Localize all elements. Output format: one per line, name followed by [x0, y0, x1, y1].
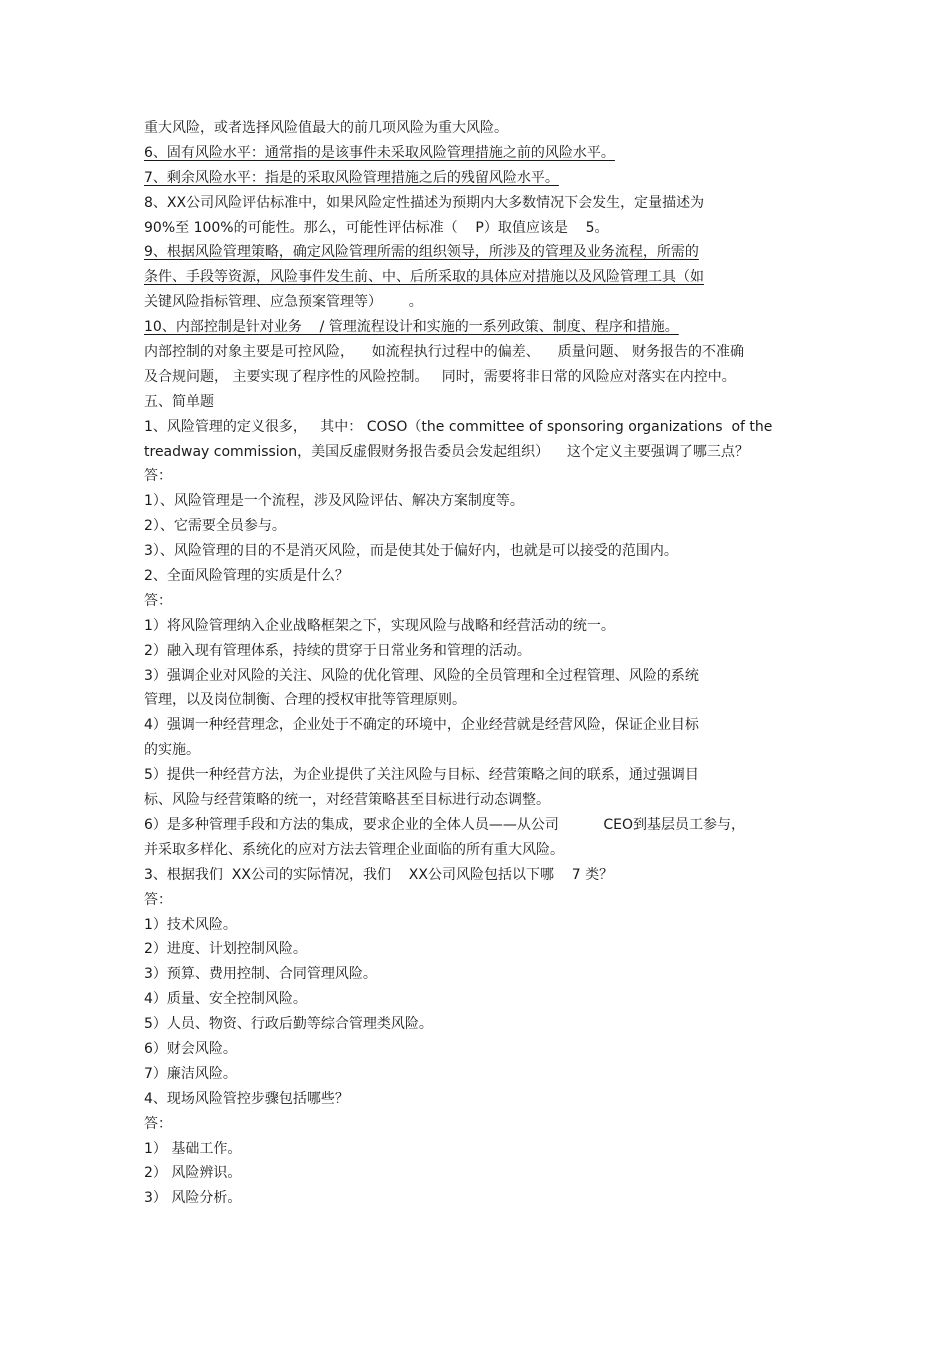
- text-line: 条件、手段等资源，风险事件发生前、中、后所采取的具体应对措施以及风险管理工具（如: [144, 269, 704, 286]
- text-line: 7、剩余风险水平：指是的采取风险管理措施之后的残留风险水平。: [144, 169, 559, 186]
- answer-item: 1）将风险管理纳入企业战略框架之下，实现风险与战略和经营活动的统一。: [144, 617, 615, 634]
- answer-item: 并采取多样化、系统化的应对方法去管理企业面临的所有重大风险。: [144, 841, 564, 858]
- text-line: 90%至 100%的可能性。那么，可能性评估标准（ P）取值应该是 5。: [144, 219, 609, 236]
- answer-label: 答：: [144, 592, 172, 609]
- text-line: 重大风险，或者选择风险值最大的前几项风险为重大风险。: [144, 120, 508, 136]
- answer-item: 2）进度、计划控制风险。: [144, 941, 307, 958]
- text-line: 关键风险指标管理、应急预案管理等） 。: [144, 294, 423, 311]
- answer-item: 3）、风险管理的目的不是消灭风险，而是使其处于偏好内，也就是可以接受的范围内。: [144, 543, 678, 560]
- answer-item: 3）预算、费用控制、合同管理风险。: [144, 966, 377, 983]
- answer-item: 2）、它需要全员参与。: [144, 518, 286, 535]
- answer-item: 2）融入现有管理体系，持续的贯穿于日常业务和管理的活动。: [144, 642, 531, 659]
- question: 3、根据我们 XX公司的实际情况，我们 XX公司风险包括以下哪 7 类？: [144, 866, 614, 883]
- answer-item: 的实施。: [144, 742, 200, 759]
- answer-label: 答：: [144, 1115, 172, 1132]
- question: 2、全面风险管理的实质是什么？: [144, 568, 349, 585]
- answer-item: 7）廉洁风险。: [144, 1065, 237, 1082]
- answer-item: 1） 基础工作。: [144, 1140, 242, 1157]
- answer-item: 2） 风险辨识。: [144, 1165, 242, 1182]
- text-line: 内部控制的对象主要是可控风险， 如流程执行过程中的偏差、 质量问题、 财务报告的不准确: [144, 344, 745, 361]
- text-line: 及合规问题， 主要实现了程序性的风险控制。 同时，需要将非日常的风险应对落实在内控中。: [144, 368, 736, 385]
- question: 1、风险管理的定义很多， 其中： COSO（the committee of sponsoring organizations of the: [144, 418, 773, 435]
- answer-item: 4）强调一种经营理念，企业处于不确定的环境中，企业经营就是经营风险，保证企业目标: [144, 717, 699, 734]
- answer-item: 5）人员、物资、行政后勤等综合管理类风险。: [144, 1016, 433, 1033]
- text-line: 10、内部控制是针对业务 / 管理流程设计和实施的一系列政策、制度、程序和措施。: [144, 319, 679, 336]
- text-line: 6、固有风险水平：通常指的是该事件未采取风险管理措施之前的风险水平。: [144, 144, 615, 161]
- text-line: 9、根据风险管理策略，确定风险管理所需的组织领导，所涉及的管理及业务流程，所需的: [144, 244, 699, 261]
- question: 4、现场风险管控步骤包括哪些？: [144, 1090, 349, 1107]
- answer-item: 6）财会风险。: [144, 1040, 237, 1057]
- answer-item: 3）强调企业对风险的关注、风险的优化管理、风险的全员管理和全过程管理、风险的系统: [144, 667, 699, 684]
- answer-item: 3） 风险分析。: [144, 1190, 242, 1207]
- answer-item: 1）、风险管理是一个流程，涉及风险评估、解决方案制度等。: [144, 493, 524, 510]
- answer-item: 4）质量、安全控制风险。: [144, 991, 307, 1008]
- answer-item: 6）是多种管理手段和方法的集成，要求企业的全体人员——从公司 CEO到基层员工参与，: [144, 816, 746, 833]
- answer-item: 标、风险与经营策略的统一，对经营策略甚至目标进行动态调整。: [144, 792, 550, 809]
- answer-label: 答：: [144, 468, 172, 485]
- text-line: 8、XX公司风险评估标准中，如果风险定性描述为预期内大多数情况下会发生，定量描述为: [144, 194, 705, 211]
- section-heading: 五、简单题: [144, 393, 214, 410]
- answer-item: 1）技术风险。: [144, 916, 237, 933]
- answer-label: 答：: [144, 891, 172, 908]
- question: treadway commission，美国反虚假财务报告委员会发起组织） 这个定义主要强调了哪三点？: [144, 443, 749, 460]
- document-page: [144, 116, 814, 1211]
- answer-item: 管理，以及岗位制衡、合理的授权审批等管理原则。: [144, 692, 466, 709]
- answer-item: 5）提供一种经营方法，为企业提供了关注风险与目标、经营策略之间的联系，通过强调目: [144, 767, 699, 784]
